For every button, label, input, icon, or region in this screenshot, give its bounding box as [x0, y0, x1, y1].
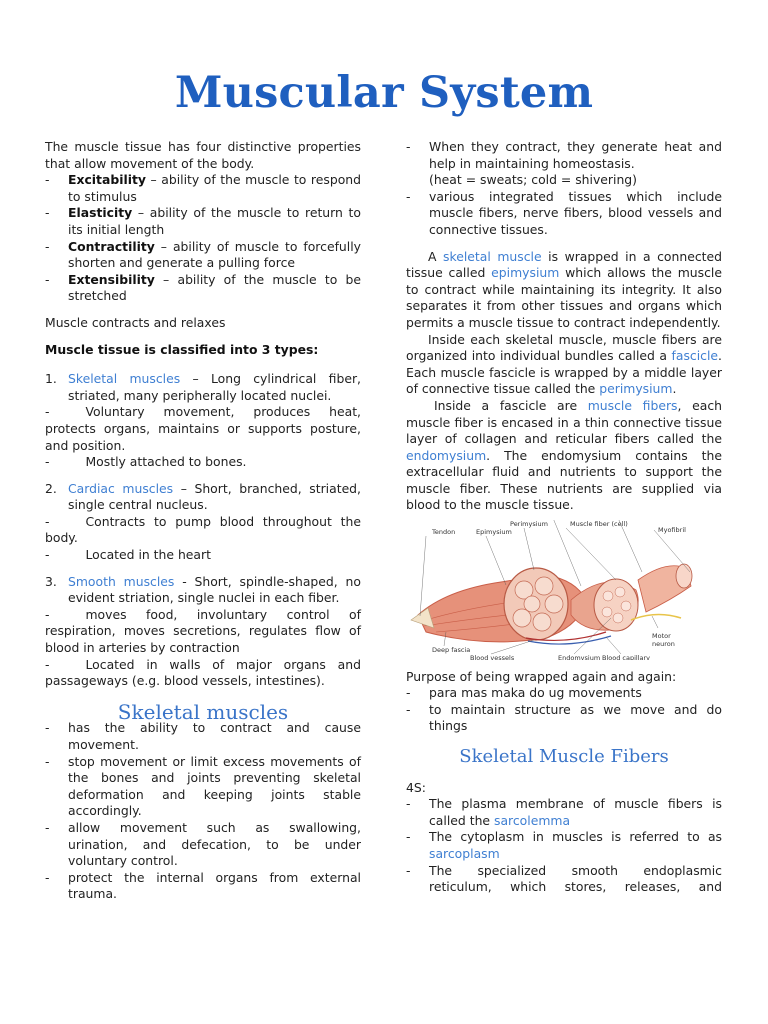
label-myofibril: Myofibril	[658, 526, 686, 535]
term-skeletal-muscle: skeletal muscle	[443, 248, 542, 264]
property-term: Excitability	[68, 172, 146, 188]
type-point: - Mostly attached to bones.	[45, 454, 247, 470]
property-text: – ability of the muscle to be stretched	[68, 271, 361, 304]
property-item: - Excitability – ability of the muscle to respond to stimulus	[45, 172, 361, 204]
label-neuron: neuron	[652, 640, 675, 649]
type-point: - Located in walls of major organs and passageways (e.g. blood vessels, intestines).	[45, 656, 361, 689]
skeletal-bullet: - stop movement or limit excess movements of the bones and joints preventing skeletal deformation and keeping joints stable accordingly.	[45, 753, 361, 819]
type-point: - moves food, involuntary control of respiration, moves secretions, regulates flow of blood in arteries by contraction	[45, 606, 361, 656]
left-column	[45, 139, 361, 903]
type-number: 2.	[45, 480, 57, 496]
label-endomysium: Endomysium	[558, 654, 601, 661]
heat-note: (heat = sweats; cold = shivering)	[429, 172, 638, 188]
term-sarcolemma: sarcolemma	[494, 812, 571, 828]
property-term: Contractility	[68, 238, 155, 254]
term-muscle-fibers: muscle fibers	[587, 397, 678, 413]
label-blood-vessels: Blood vessels	[470, 654, 515, 661]
purpose-bullet: - para mas maka do ug movements	[406, 685, 642, 701]
type-point: - Voluntary movement, produces heat, protects organs, maintains or supports posture, and position.	[45, 404, 361, 453]
type-desc: – Short, branched, striated, single central nucleus.	[68, 480, 361, 513]
property-item: - Contractility – ability of muscle to forcefully shorten and generate a pulling force	[45, 238, 361, 271]
type-number: 3.	[45, 573, 57, 589]
skeletal-bullet: - has the ability to contract and cause movement.	[45, 720, 361, 752]
term-sarcoplasm: sarcoplasm	[429, 846, 500, 861]
property-item: - Elasticity – ability of the muscle to return to its initial length	[45, 205, 361, 237]
type-name: Smooth muscles	[68, 573, 175, 589]
label-deep-fascia: Deep fascia	[432, 646, 471, 655]
contracts-text: Muscle contracts and relaxes	[45, 314, 226, 330]
classified-heading: Muscle tissue is classified into 3 types:	[45, 341, 319, 357]
intro-text: The muscle tissue has four distinctive properties that allow movement of the body.	[45, 139, 361, 171]
purpose-text: Purpose of being wrapped again and again:	[406, 668, 677, 684]
label-tendon: Tendon	[432, 528, 456, 537]
muscle-type-item	[45, 574, 361, 607]
four-s-label: 4S:	[406, 779, 426, 795]
label-muscle-fiber: Muscle fiber (cell)	[570, 520, 628, 529]
paragraph-endomysium: Inside a fascicle are muscle fibers, each muscle fiber is encased in a thin connective tissue layer of collagen and reticular fibers called the endomysium. The endomysium contains the extracellular fluid and nutrients to support the muscle fiber. These nutrients are supplied via blood to the muscle tissue.	[406, 397, 722, 513]
skeletal-bullet: - protect the internal organs from external trauma.	[45, 869, 361, 902]
fiber-bullet: - The cytoplasm in muscles is referred to as sarcoplasm	[406, 829, 722, 861]
term-endomysium: endomysium	[406, 447, 487, 463]
type-name: Skeletal muscles	[68, 371, 181, 387]
muscle-type-item	[45, 371, 361, 404]
type-name: Cardiac muscles	[68, 480, 174, 496]
page-title: Muscular System	[174, 68, 594, 118]
fiber-bullet: - The plasma membrane of muscle fibers is called the sarcolemma	[406, 796, 722, 828]
property-item: - Extensibility – ability of the muscle to be stretched	[45, 271, 361, 304]
term-perimysium: perimysium	[599, 381, 673, 397]
skeletal-muscles-heading: Skeletal muscles	[117, 699, 289, 724]
type-desc: - Short, spindle-shaped, no evident striation, single nuclei in each fiber.	[68, 573, 361, 606]
type-desc: – Long cylindrical fiber, striated, many peripherally located nuclei.	[68, 371, 361, 403]
paragraph-fascicle: Inside each skeletal muscle, muscle fibers are organized into individual bundles called a fascicle. Each muscle fascicle is wrapped by a middle layer of connective tissue called the perimysium.	[406, 331, 722, 397]
label-blood-capillary: Blood capillary	[602, 654, 651, 661]
property-term: Elasticity	[68, 205, 133, 221]
right-bullet: - various integrated tissues which include muscle fibers, nerve fibers, blood vessels and connective tissues.	[406, 188, 722, 237]
property-text: – ability of muscle to forcefully shorten and generate a pulling force	[68, 238, 361, 271]
type-number: 1.	[45, 371, 57, 387]
right-column	[406, 139, 722, 896]
type-point: - Contracts to pump blood throughout the body.	[45, 513, 361, 546]
muscle-structure-diagram	[406, 520, 722, 660]
property-term: Extensibility	[68, 271, 155, 287]
fiber-bullet: - The specialized smooth endoplasmic reticulum, which stores, releases, and	[406, 862, 722, 895]
skeletal-muscle-fibers-heading: Skeletal Muscle Fibers	[459, 746, 669, 768]
purpose-bullet: - to maintain structure as we move and do things	[406, 701, 722, 734]
property-text: – ability of the muscle to return to its initial length	[68, 205, 361, 237]
term-epimysium: epimysium	[491, 265, 560, 281]
property-text: – ability of the muscle to respond to stimulus	[68, 172, 361, 204]
label-perimysium: Perimysium	[510, 520, 548, 529]
skeletal-bullet: - allow movement such as swallowing, urination, and defecation, to be under voluntary control.	[45, 819, 361, 869]
right-bullet: - When they contract, they generate heat and help in maintaining homeostasis. (heat = sweats; cold = shivering)	[406, 139, 722, 188]
type-point: - Located in the heart	[45, 547, 211, 563]
muscle-type-item	[45, 481, 361, 514]
label-epimysium: Epimysium	[476, 528, 512, 537]
paragraph-epimysium: A skeletal muscle is wrapped in a connected tissue called epimysium which allows the muscle to contract while maintaining its integrity. It also separates it from other tissues and organs which permits a muscle tissue to contract independently.	[406, 248, 722, 330]
term-fascicle: fascicle	[671, 348, 719, 364]
label-motor: Motor	[652, 632, 671, 641]
